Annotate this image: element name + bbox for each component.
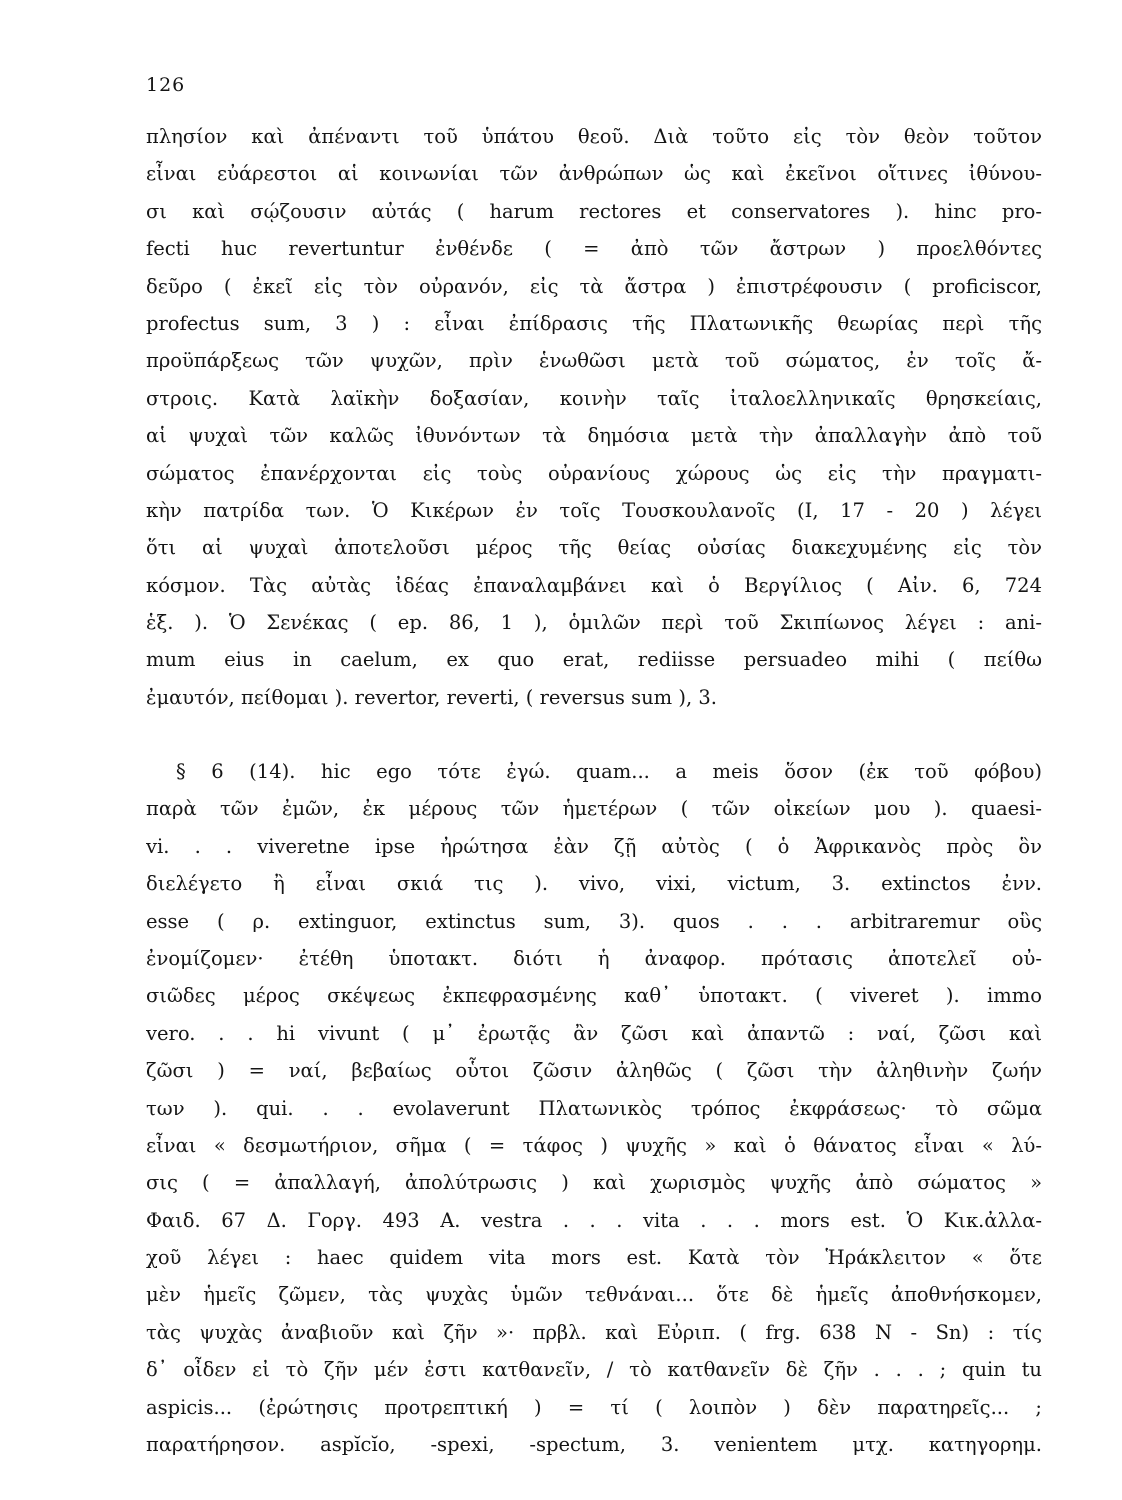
text-line: δ᾽ οἶδεν εἰ τὸ ζῆν μέν ἐστι κατθανεῖν, / τὸ κατθανεῖν δὲ ζῆν . . . ; quin tu [146,1358,1042,1382]
commentary-paragraph-1 [146,118,1042,716]
text-line: vero. . . hi vivunt ( μ᾽ ἐρωτᾷς ἂν ζῶσι καὶ ἀπαντῶ : ναί, ζῶσι καὶ [146,1021,1042,1045]
text-line: πλησίον καὶ ἀπέναντι τοῦ ὑπάτου θεοῦ. Διὰ τοῦτο εἰς τὸν θεὸν τοῦτον [146,125,1042,148]
text-line: aspicis... (ἐρώτησις προτρεπτική ) = τί ( λοιπὸν ) δὲν παρατηρεῖς... ; [146,1395,1042,1419]
commentary-paragraph-2 [146,753,1042,1463]
text-line: τὰς ψυχὰς ἀναβιοῦν καὶ ζῆν »· πρβλ. καὶ Εὐριπ. ( frg. 638 N - Sn) : τίς [146,1320,1042,1344]
page-number: 126 [146,74,186,96]
text-line: δεῦρο ( ἐκεῖ εἰς τὸν οὐρανόν, εἰς τὰ ἄστρα ) ἐπιστρέφουσιν ( proficiscor, [146,274,1042,298]
text-line: στροις. Κατὰ λαϊκὴν δοξασίαν, κοινὴν ταῖς ἰταλοελληνικαῖς θρησκείαις, [146,386,1042,410]
text-line: σι καὶ σῴζουσιν αὐτάς ( harum rectores et conservatores ). hinc pro- [146,199,1042,223]
text-line: χοῦ λέγει : haec quidem vita mors est. Κατὰ τὸν Ἡράκλειτον « ὅτε [146,1246,1042,1270]
text-line: σώματος ἐπανέρχονται εἰς τοὺς οὐρανίους χώρους ὡς εἰς τὴν πραγματι- [146,461,1042,485]
text-line: fecti huc revertuntur ἐνθένδε ( = ἀπὸ τῶν ἄστρων ) προελθόντες [146,237,1042,261]
text-line: vi. . . viveretne ipse ἠρώτησα ἐὰν ζῇ αὐτὸς ( ὁ Ἀφρικανὸς πρὸς ὃν [146,834,1042,858]
text-line: σις ( = ἀπαλλαγή, ἀπολύτρωσις ) καὶ χωρισμὸς ψυχῆς ἀπὸ σώματος » [146,1171,1042,1195]
text-line: ἑξ. ). Ὁ Σενέκας ( ep. 86, 1 ), ὁμιλῶν περὶ τοῦ Σκιπίωνος λέγει : ani- [146,611,1042,635]
text-line: μὲν ἡμεῖς ζῶμεν, τὰς ψυχὰς ὑμῶν τεθνάναι... ὅτε δὲ ἡμεῖς ἀποθνήσκομεν, [146,1283,1042,1307]
text-line: κόσμον. Τὰς αὐτὰς ἰδέας ἐπαναλαμβάνει καὶ ὁ Βεργίλιος ( Αἰν. 6, 724 [146,573,1042,597]
text-line: εἶναι εὐάρεστοι αἱ κοινωνίαι τῶν ἀνθρώπων ὡς καὶ ἐκεῖνοι οἵτινες ἰθύνου- [146,162,1042,186]
text-line: ζῶσι ) = ναί, βεβαίως οὗτοι ζῶσιν ἀληθῶς ( ζῶσι τὴν ἀληθινὴν ζωήν [146,1059,1042,1083]
text-line: σιῶδες μέρος σκέψεως ἐκπεφρασμένης καθ᾽ ὑποτακτ. ( viveret ). immo [146,984,1042,1008]
text-line: Φαιδ. 67 Δ. Γοργ. 493 Α. vestra . . . vita . . . mors est. Ὁ Κικ.ἀλλα- [146,1208,1042,1232]
text-line: προϋπάρξεως τῶν ψυχῶν, πρὶν ἑνωθῶσι μετὰ τοῦ σώματος, ἐν τοῖς ἄ- [146,349,1042,373]
text-line: κὴν πατρίδα των. Ὁ Κικέρων ἐν τοῖς Τουσκουλανοῖς (Ι, 17 - 20 ) λέγει [146,498,1042,522]
text-line: διελέγετο ἢ εἶναι σκιά τις ). vivo, vixi, victum, 3. extinctos ἐνν. [146,872,1042,896]
text-line: εἶναι « δεσμωτήριον, σῆμα ( = τάφος ) ψυχῆς » καὶ ὁ θάνατος εἶναι « λύ- [146,1133,1042,1157]
text-line: ὅτι αἱ ψυχαὶ ἀποτελοῦσι μέρος τῆς θείας οὐσίας διακεχυμένης εἰς τὸν [146,536,1042,560]
text-line: § 6 (14). hic ego τότε ἐγώ. quam... a meis ὅσον (ἐκ τοῦ φόβου) [176,760,1042,783]
text-line: των ). qui. . . evolaverunt Πλατωνικὸς τρόπος ἐκφράσεως· τὸ σῶμα [146,1096,1042,1120]
text-line: ἐνομίζομεν· ἐτέθη ὑποτακτ. διότι ἡ ἀναφορ. πρότασις ἀποτελεῖ οὐ- [146,946,1042,970]
text-line: παρὰ τῶν ἐμῶν, ἐκ μέρους τῶν ἡμετέρων ( τῶν οἰκείων μου ). quaesi- [146,797,1042,821]
text-line: αἱ ψυχαὶ τῶν καλῶς ἰθυνόντων τὰ δημόσια μετὰ τὴν ἀπαλλαγὴν ἀπὸ τοῦ [146,424,1042,448]
text-line: profectus sum, 3 ) : εἶναι ἐπίδρασις τῆς Πλατωνικῆς θεωρίας περὶ τῆς [146,311,1042,335]
text-line: ἐμαυτόν, πείθομαι ). revertor, reverti, ( reversus sum ), 3. [146,685,717,709]
text-line: παρατήρησον. aspĭcĭo, -spexi, -spectum, 3. venientem μτχ. κατηγορημ. [146,1433,1042,1457]
text-line: esse ( ρ. extinguor, extinctus sum, 3). quos . . . arbitraremur οὓς [146,909,1042,933]
text-line: mum eius in caelum, ex quo erat, rediisse persuadeo mihi ( πείθω [146,648,1042,672]
